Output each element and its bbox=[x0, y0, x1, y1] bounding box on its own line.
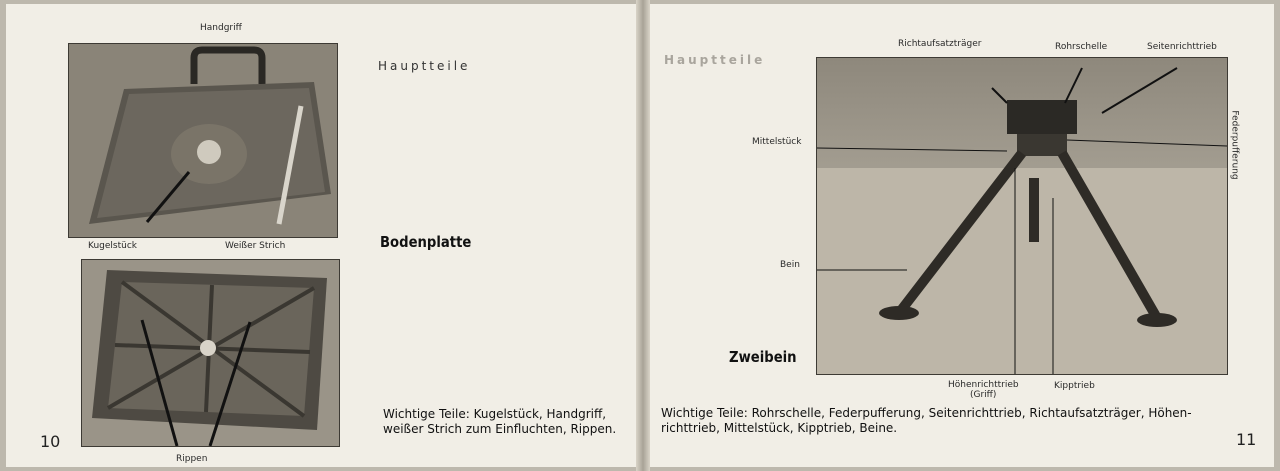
label-weisser-strich: Weißer Strich bbox=[225, 241, 286, 251]
caption-left-line1: Wichtige Teile: Kugelstück, Handgriff, bbox=[383, 407, 607, 421]
caption-right-line2: richttrieb, Mittelstück, Kipptrieb, Beine. bbox=[661, 421, 898, 435]
label-federpufferung: Federpufferung bbox=[1229, 110, 1240, 180]
heading-bodenplatte: Bodenplatte bbox=[380, 233, 472, 251]
label-rohrschelle: Rohrschelle bbox=[1055, 42, 1108, 52]
label-seitenrichttrieb: Seitenrichttrieb bbox=[1147, 42, 1217, 52]
page-number-right: 11 bbox=[1236, 430, 1257, 449]
caption-right-line1: Wichtige Teile: Rohrschelle, Federpufferung, Seitenrichttrieb, Richtaufsatzträger, Höhen- bbox=[661, 406, 1192, 420]
section-title-left: Hauptteile bbox=[378, 59, 471, 73]
label-richtaufsatztraeger: Richtaufsatzträger bbox=[898, 39, 982, 49]
label-hoehenrichttrieb: Höhenrichttrieb bbox=[948, 380, 1019, 390]
label-rippen: Rippen bbox=[176, 454, 208, 464]
label-hoehenrichttrieb-griff: (Griff) bbox=[970, 390, 997, 400]
label-bein: Bein bbox=[780, 260, 800, 270]
baseplate-bottom-photo bbox=[81, 259, 340, 447]
bipod-photo bbox=[816, 57, 1228, 375]
baseplate-top-photo bbox=[68, 43, 338, 238]
caption-left-line2: weißer Strich zum Einfluchten, Rippen. bbox=[383, 422, 617, 436]
page-number-left: 10 bbox=[40, 432, 61, 451]
book-gutter bbox=[636, 0, 650, 471]
label-mittelstueck: Mittelstück bbox=[752, 137, 802, 147]
label-kipptrieb: Kipptrieb bbox=[1054, 381, 1095, 391]
label-kugelstueck: Kugelstück bbox=[88, 241, 137, 251]
heading-zweibein: Zweibein bbox=[729, 348, 797, 366]
label-handgriff: Handgriff bbox=[200, 23, 242, 33]
section-title-right: Hauptteile bbox=[664, 53, 766, 67]
